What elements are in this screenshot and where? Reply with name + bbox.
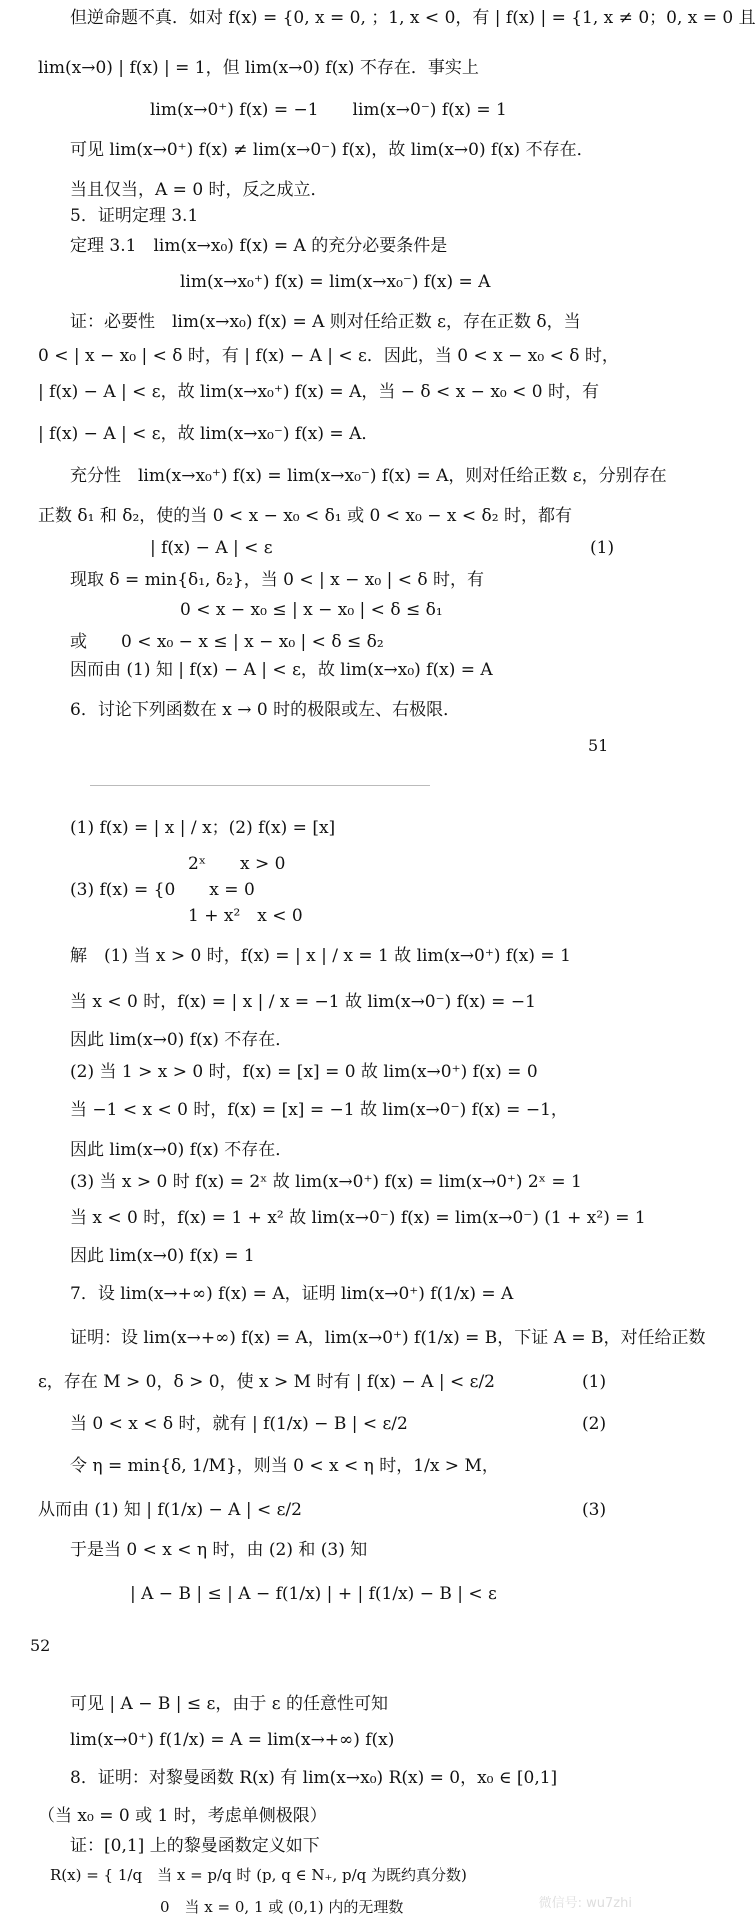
text-line: (3) 当 x > 0 时 f(x) = 2ˣ 故 lim(x→0⁺) f(x) = lim(x→0⁺) 2ˣ = 1 <box>70 1172 582 1192</box>
text-line: | f(x) − A | < ε，故 lim(x→x₀⁺) f(x) = A，当 − δ < x − x₀ < 0 时，有 <box>38 382 599 402</box>
text-line: 因此 lim(x→0) f(x) = 1 <box>70 1246 255 1266</box>
text-line: 可见 | A − B | ≤ ε，由于 ε 的任意性可知 <box>70 1694 388 1714</box>
text-line: 证：必要性 lim(x→x₀) f(x) = A 则对任给正数 ε，存在正数 δ，当 <box>70 312 581 332</box>
theorem-statement: 定理 3.1 lim(x→x₀) f(x) = A 的充分必要条件是 <box>70 236 448 256</box>
section-heading: 5．证明定理 3.1 <box>70 206 199 226</box>
equation-number: (1) <box>590 538 615 558</box>
text-line: 正数 δ₁ 和 δ₂，使的当 0 < x − x₀ < δ₁ 或 0 < x₀ − x < δ₂ 时，都有 <box>38 506 572 526</box>
text-line: 令 η = min{δ, 1/M}，则当 0 < x < η 时，1/x > M， <box>70 1456 499 1476</box>
formula-line: lim(x→0⁺) f(x) = −1 lim(x→0⁻) f(x) = 1 <box>150 100 507 120</box>
text-line: 证明：设 lim(x→+∞) f(x) = A，lim(x→0⁺) f(1/x) = B，下证 A = B，对任给正数 <box>70 1328 706 1348</box>
equation-number: (3) <box>582 1500 607 1520</box>
text-line: lim(x→0) | f(x) | = 1，但 lim(x→0) f(x) 不存在．事实上 <box>38 58 479 78</box>
page-number: 52 <box>30 1636 51 1655</box>
text-line: 当 x < 0 时，f(x) = | x | / x = −1 故 lim(x→0⁻) f(x) = −1 <box>70 992 536 1012</box>
text-line: ε，存在 M > 0，δ > 0，使 x > M 时有 | f(x) − A | < ε/2 <box>38 1372 495 1392</box>
text-line: 当 0 < x < δ 时，就有 | f(1/x) − B | < ε/2 <box>70 1414 408 1434</box>
text-line: 6．讨论下列函数在 x → 0 时的极限或左、右极限． <box>70 700 461 720</box>
section-heading: 7．设 lim(x→+∞) f(x) = A，证明 lim(x→0⁺) f(1/x) = A <box>70 1284 514 1304</box>
text-line: 因此 lim(x→0) f(x) 不存在． <box>70 1140 293 1160</box>
text-line: 解 (1) 当 x > 0 时，f(x) = | x | / x = 1 故 lim(x→0⁺) f(x) = 1 <box>70 946 571 966</box>
page-number: 51 <box>588 736 609 755</box>
text-line: 当 −1 < x < 0 时，f(x) = [x] = −1 故 lim(x→0⁻) f(x) = −1， <box>70 1100 568 1120</box>
text-line: 因此 lim(x→0) f(x) 不存在． <box>70 1030 293 1050</box>
text-line: （当 x₀ = 0 或 1 时，考虑单侧极限） <box>38 1806 327 1826</box>
formula-line: lim(x→0⁺) f(1/x) = A = lim(x→+∞) f(x) <box>70 1730 395 1750</box>
formula-line: | A − B | ≤ | A − f(1/x) | + | f(1/x) − B | < ε <box>130 1584 497 1604</box>
text-line: 0 < | x − x₀ | < δ 时，有 | f(x) − A | < ε．因此，当 0 < x − x₀ < δ 时， <box>38 346 619 366</box>
equation-number: (2) <box>582 1414 607 1434</box>
equation-number: (1) <box>582 1372 607 1392</box>
formula-line: | f(x) − A | < ε <box>150 538 273 558</box>
text-line: 当 x < 0 时，f(x) = 1 + x² 故 lim(x→0⁻) f(x) = lim(x→0⁻) (1 + x²) = 1 <box>70 1208 646 1228</box>
text-line: 但逆命题不真．如对 f(x) = {0, x = 0, ；1, x < 0，有 | f(x) | = {1, x ≠ 0；0, x = 0 且 <box>70 8 756 28</box>
text-line: 从而由 (1) 知 | f(1/x) − A | < ε/2 <box>38 1500 302 1520</box>
text-line: (2) 当 1 > x > 0 时，f(x) = [x] = 0 故 lim(x→0⁺) f(x) = 0 <box>70 1062 538 1082</box>
formula-line: (3) f(x) = {0 x = 0 <box>70 880 255 900</box>
page-divider <box>90 785 430 786</box>
formula-line: R(x) = { 1/q 当 x = p/q 时 (p, q ∈ N₊, p/q 为既约真分数) <box>50 1866 467 1884</box>
text-line: 证：[0,1] 上的黎曼函数定义如下 <box>70 1836 320 1856</box>
formula-line: 2ˣ x > 0 <box>188 854 286 874</box>
formula-line: 0 当 x = 0, 1 或 (0,1) 内的无理数 <box>160 1898 404 1916</box>
formula-line: lim(x→x₀⁺) f(x) = lim(x→x₀⁻) f(x) = A <box>180 272 491 292</box>
formula-line: 0 < x − x₀ ≤ | x − x₀ | < δ ≤ δ₁ <box>180 600 443 620</box>
text-line: 因而由 (1) 知 | f(x) − A | < ε，故 lim(x→x₀) f(x) = A <box>70 660 493 680</box>
text-line: | f(x) − A | < ε，故 lim(x→x₀⁻) f(x) = A． <box>38 424 379 444</box>
watermark-text: 微信号: wu7zhi <box>538 1896 632 1911</box>
formula-line: 或 0 < x₀ − x ≤ | x − x₀ | < δ ≤ δ₂ <box>70 632 384 652</box>
formula-line: 1 + x² x < 0 <box>188 906 303 926</box>
text-line: 当且仅当，A = 0 时，反之成立． <box>70 180 328 200</box>
text-line: 现取 δ = min{δ₁, δ₂}，当 0 < | x − x₀ | < δ 时，有 <box>70 570 485 590</box>
text-line: 充分性 lim(x→x₀⁺) f(x) = lim(x→x₀⁻) f(x) = A，则对任给正数 ε，分别存在 <box>70 466 667 486</box>
section-heading: 8．证明：对黎曼函数 R(x) 有 lim(x→x₀) R(x) = 0，x₀ ∈ [0,1] <box>70 1768 558 1788</box>
text-line: (1) f(x) = | x | / x；(2) f(x) = [x] <box>70 818 336 838</box>
text-line: 于是当 0 < x < η 时，由 (2) 和 (3) 知 <box>70 1540 368 1560</box>
text-line: 可见 lim(x→0⁺) f(x) ≠ lim(x→0⁻) f(x)，故 lim(x→0) f(x) 不存在． <box>70 140 594 160</box>
